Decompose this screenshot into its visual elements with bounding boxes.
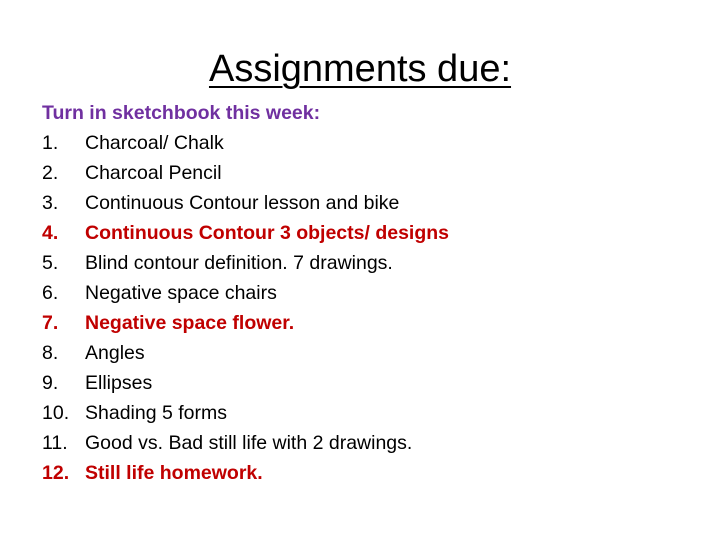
item-text: Good vs. Bad still life with 2 drawings. <box>85 432 413 454</box>
list-item <box>42 248 702 278</box>
list-item <box>42 218 702 248</box>
list-item <box>42 278 702 308</box>
item-number: 5. <box>42 252 59 274</box>
item-text: Negative space flower. <box>85 312 295 334</box>
item-number: 8. <box>42 342 59 364</box>
list-item <box>42 308 702 338</box>
item-text: Still life homework. <box>85 462 263 484</box>
slide-title-text: Assignments due: <box>208 48 512 90</box>
list-item <box>42 398 702 428</box>
list-item <box>42 338 702 368</box>
item-text: Shading 5 forms <box>85 402 227 424</box>
item-text: Continuous Contour 3 objects/ designs <box>85 222 450 244</box>
assignment-list <box>42 128 702 488</box>
item-number: 4. <box>42 222 59 244</box>
item-text: Angles <box>85 342 145 364</box>
item-text: Charcoal Pencil <box>85 162 222 184</box>
item-text: Charcoal/ Chalk <box>85 132 224 154</box>
item-number: 10. <box>42 402 70 424</box>
list-item <box>42 428 702 458</box>
item-number: 1. <box>42 132 59 154</box>
list-heading: Turn in sketchbook this week: <box>42 102 321 124</box>
item-number: 9. <box>42 372 59 394</box>
list-item <box>42 158 702 188</box>
slide-body <box>42 98 702 488</box>
slide-title <box>0 42 720 96</box>
list-item <box>42 128 702 158</box>
item-text: Ellipses <box>85 372 153 394</box>
item-number: 12. <box>42 462 70 484</box>
item-text: Continuous Contour lesson and bike <box>85 192 400 214</box>
item-text: Negative space chairs <box>85 282 277 304</box>
item-number: 11. <box>42 432 68 454</box>
item-number: 6. <box>42 282 59 304</box>
list-item <box>42 368 702 398</box>
item-number: 3. <box>42 192 59 214</box>
item-number: 7. <box>42 312 59 334</box>
list-item <box>42 458 702 488</box>
item-text: Blind contour definition. 7 drawings. <box>85 252 393 274</box>
item-number: 2. <box>42 162 59 184</box>
list-item <box>42 188 702 218</box>
